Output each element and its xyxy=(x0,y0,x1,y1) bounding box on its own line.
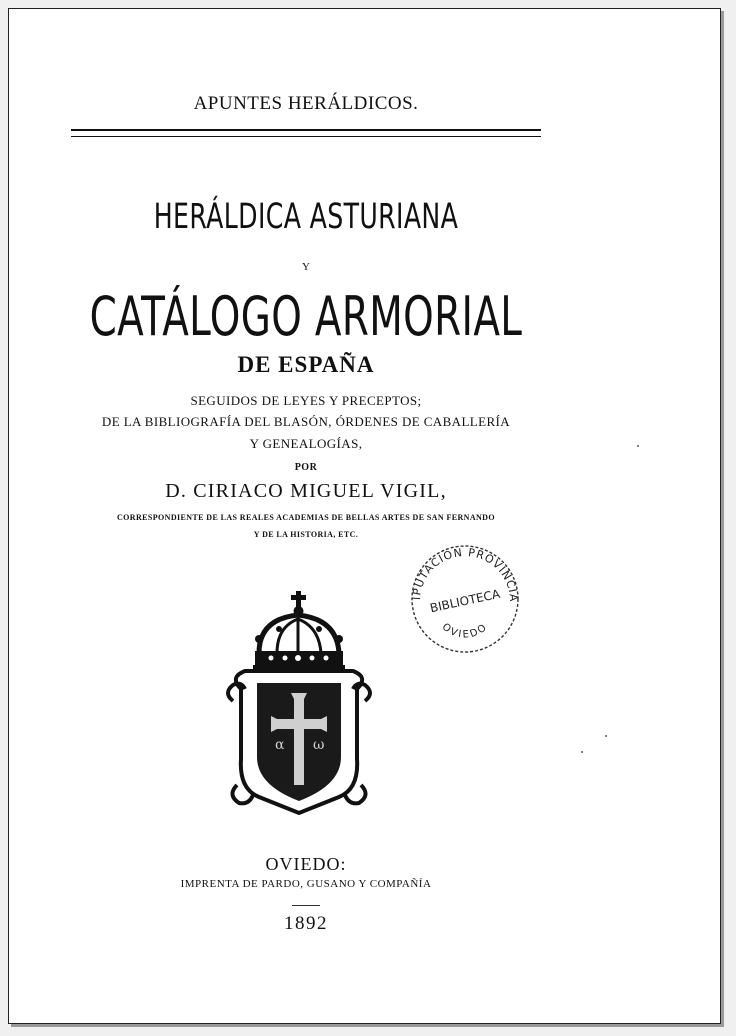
imprint-place: OVIEDO: xyxy=(265,854,347,874)
coat-of-arms xyxy=(219,589,379,823)
imprint-year: 1892 xyxy=(284,913,328,934)
by-label: POR xyxy=(294,462,318,473)
imprint-printer: IMPRENTA DE PARDO, GUSANO Y COMPAÑÍA xyxy=(180,878,432,890)
scan-speck xyxy=(605,735,607,737)
stamp-center-text: BIBLIOTECA xyxy=(428,586,502,616)
svg-text:OVIEDO xyxy=(440,622,490,641)
library-stamp xyxy=(406,539,524,661)
main-title-line-3: DE ESPAÑA xyxy=(237,352,375,377)
subtitle-line: DE LA BIBLIOGRAFÍA DEL BLASÓN, ÓRDENES DE CABALLERÍA xyxy=(101,414,511,429)
main-title-line-2: CATÁLOGO ARMORIAL xyxy=(89,285,523,348)
author-affiliation-line: Y DE LA HISTORIA, ETC. xyxy=(253,530,359,539)
stamp-seal-icon xyxy=(406,539,524,657)
stamp-outer-text: IPUTACION PROVINCIA xyxy=(409,545,521,603)
svg-text:α: α xyxy=(275,737,285,753)
scan-speck xyxy=(581,751,583,753)
coat-of-arms-icon xyxy=(219,589,379,819)
subtitle-line: SEGUIDOS DE LEYES Y PRECEPTOS; xyxy=(190,393,422,408)
title-page xyxy=(8,8,721,1024)
stamp-bottom-text: OVIEDO xyxy=(439,621,491,641)
svg-text:DIPUTACION PROVINCIAL xyxy=(406,539,520,603)
scan-speck xyxy=(637,445,639,447)
author-name: D. CIRIACO MIGUEL VIGIL, xyxy=(165,480,447,502)
short-rule-divider xyxy=(292,905,320,906)
svg-text:ω: ω xyxy=(313,737,325,753)
series-title: APUNTES HERÁLDICOS. xyxy=(193,93,419,114)
main-title-line-1: HERÁLDICA ASTURIANA xyxy=(153,197,459,237)
subtitle-line: Y GENEALOGÍAS, xyxy=(249,436,363,451)
title-conjunction: Y xyxy=(302,261,310,273)
author-affiliation-line: CORRESPONDIENTE DE LAS REALES ACADEMIAS DE BELLAS ARTES DE SAN FERNANDO xyxy=(117,513,495,522)
double-rule-divider xyxy=(71,129,541,137)
